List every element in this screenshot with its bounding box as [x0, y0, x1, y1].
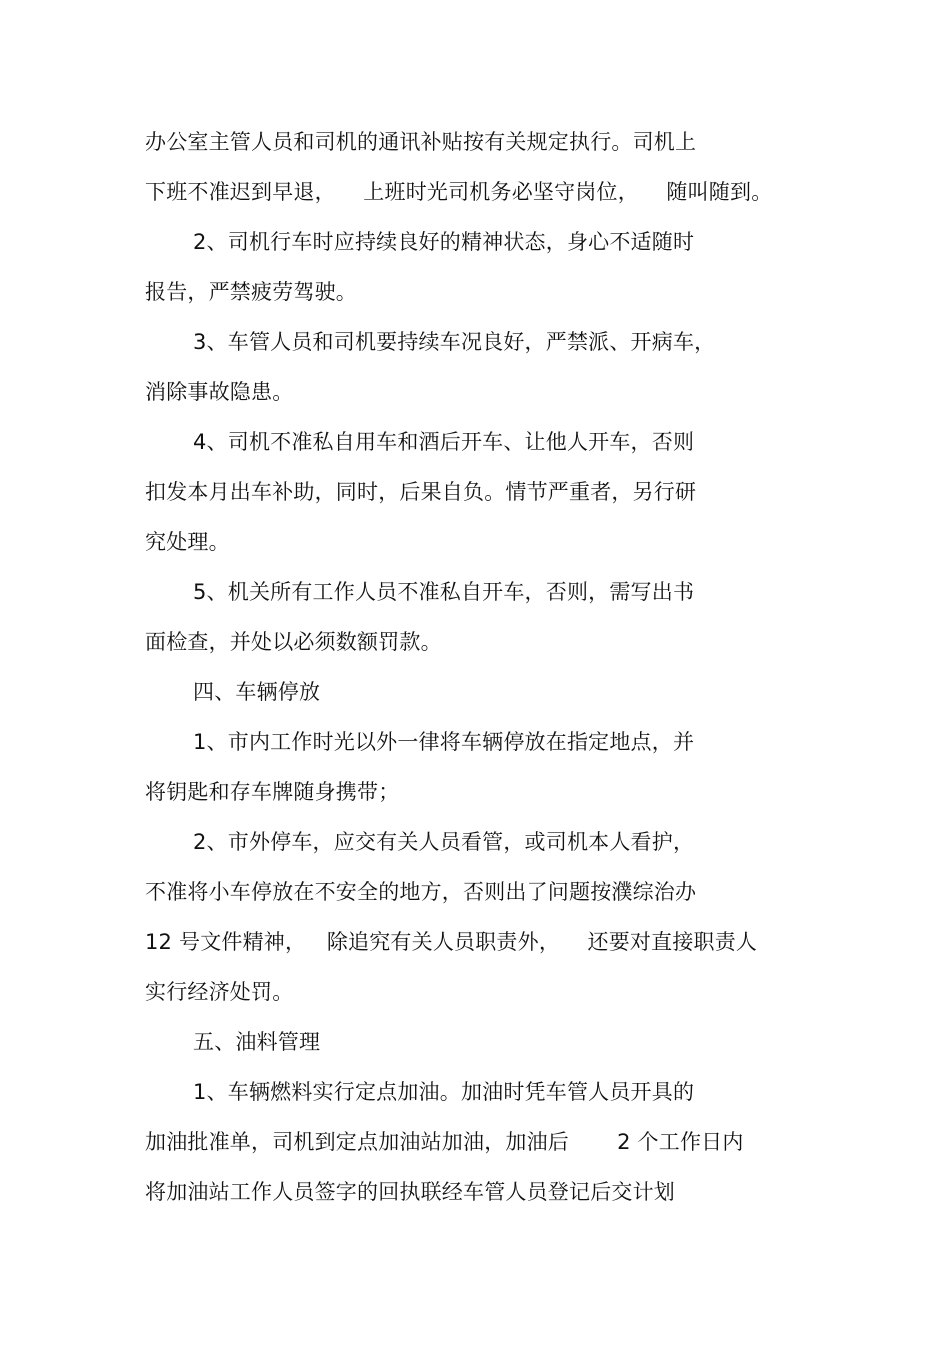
text-line-22: 将加油站工作人员签字的回执联经车管人员登记后交计划	[145, 1180, 675, 1204]
text-line-17: 12 号文件精神， 除追究有关人员职责外， 还要对直接职责人	[145, 930, 758, 954]
text-line-14: 将钥匙和存车牌随身携带；	[145, 780, 400, 804]
text-line-20: 1、车辆燃料实行定点加油。加油时凭车管人员开具的	[193, 1080, 695, 1104]
text-line-18: 实行经济处罚。	[145, 980, 294, 1004]
text-line-15: 2、市外停车，应交有关人员看管，或司机本人看护，	[193, 830, 695, 854]
text-line-16: 不准将小车停放在不安全的地方，否则出了问题按濮综治办	[145, 880, 697, 904]
text-line-5: 3、车管人员和司机要持续车况良好，严禁派、开病车，	[193, 330, 716, 354]
text-line-7: 4、司机不准私自用车和酒后开车、让他人开车，否则	[193, 430, 695, 454]
text-line-4: 报告，严禁疲劳驾驶。	[145, 280, 357, 304]
text-line-8: 扣发本月出车补助，同时，后果自负。情节严重者，另行研	[145, 480, 697, 504]
text-line-3: 2、司机行车时应持续良好的精神状态，身心不适随时	[193, 230, 695, 254]
text-line-10: 5、机关所有工作人员不准私自开车，否则，需写出书	[193, 580, 695, 604]
text-line-9: 究处理。	[145, 530, 230, 554]
text-line-11: 面检查，并处以必须数额罚款。	[145, 630, 442, 654]
text-line-13: 1、市内工作时光以外一律将车辆停放在指定地点，并	[193, 730, 695, 754]
text-line-21: 加油批准单，司机到定点加油站加油，加油后 2 个工作日内	[145, 1130, 744, 1154]
text-line-6: 消除事故隐患。	[145, 380, 294, 404]
section-heading-parking: 四、车辆停放	[193, 680, 321, 704]
text-line-1: 办公室主管人员和司机的通讯补贴按有关规定执行。司机上	[145, 130, 697, 154]
text-line-2: 下班不准迟到早退， 上班时光司机务必坚守岗位， 随叫随到。	[145, 180, 773, 204]
section-heading-fuel: 五、油料管理	[193, 1030, 321, 1054]
